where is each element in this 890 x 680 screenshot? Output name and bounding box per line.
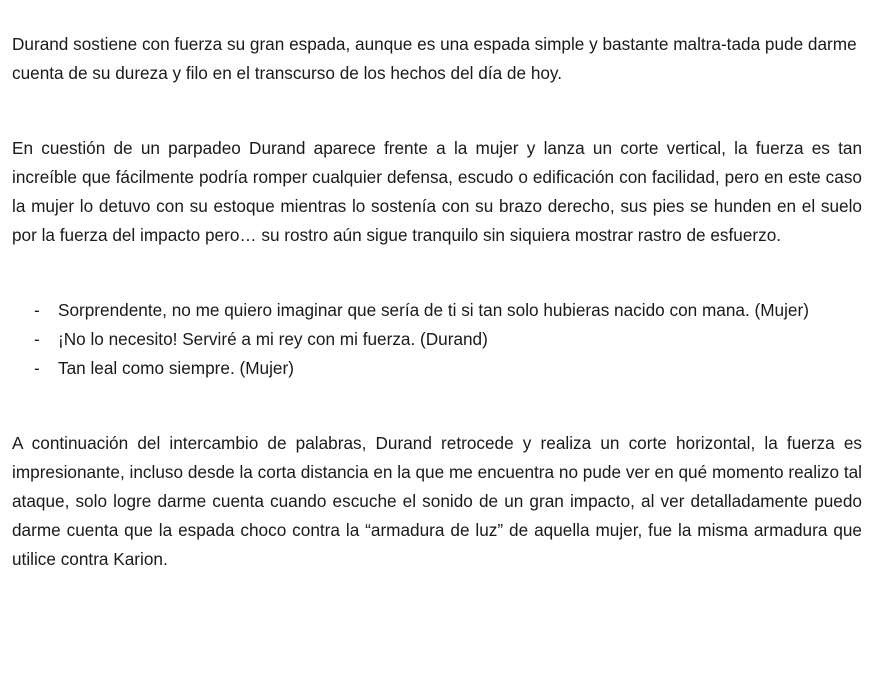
dialogue-line <box>12 354 862 383</box>
paragraph-2: En cuestión de un parpadeo Durand aparece frente a la mujer y lanza un corte vertical, la fuerza es tan increíble que fácilmente podría romper cualquier defensa, escudo o edificación con facilidad, pero en este caso la mujer lo detuvo con su estoque mientras lo sostenía con su brazo derecho, sus pies se hunden en el suelo por la fuerza del impacto pero… su rostro aún sigue tranquilo sin siquiera mostrar rastro de esfuerzo. <box>12 138 862 245</box>
paragraph-1: Durand sostiene con fuerza su gran espada, aunque es una espada simple y bastante maltra-tada pude darme cuenta de su dureza y filo en el transcurso de los hechos del día de hoy. <box>12 34 857 83</box>
dialogue-dash: - <box>34 358 40 378</box>
paragraph-3: A continuación del intercambio de palabras, Durand retrocede y realiza un corte horizontal, la fuerza es impresionante, incluso desde la corta distancia en la que me encuentra no pude ver en qué momento realizo tal ataque, solo logre darme cuenta cuando escuche el sonido de un gran impacto, al ver detalladamente puedo darme cuenta que la espada choco contra la “armadura de luz” de aquella mujer, fue la misma armadura que utilice contra Karion. <box>12 433 862 569</box>
dialogue-text: ¡No lo necesito! Serviré a mi rey con mi fuerza. (Durand) <box>58 329 488 349</box>
dialogue-text: Tan leal como siempre. (Mujer) <box>58 358 294 378</box>
dialogue-line <box>12 325 862 354</box>
dialogue-text: Sorprendente, no me quiero imaginar que sería de ti si tan solo hubieras nacido con mana. (Mujer) <box>58 300 809 320</box>
dialogue-dash: - <box>34 300 40 320</box>
document-page <box>12 30 862 574</box>
dialogue-dash: - <box>34 329 40 349</box>
dialogue-line <box>12 296 862 325</box>
dialogue-list <box>12 296 862 383</box>
